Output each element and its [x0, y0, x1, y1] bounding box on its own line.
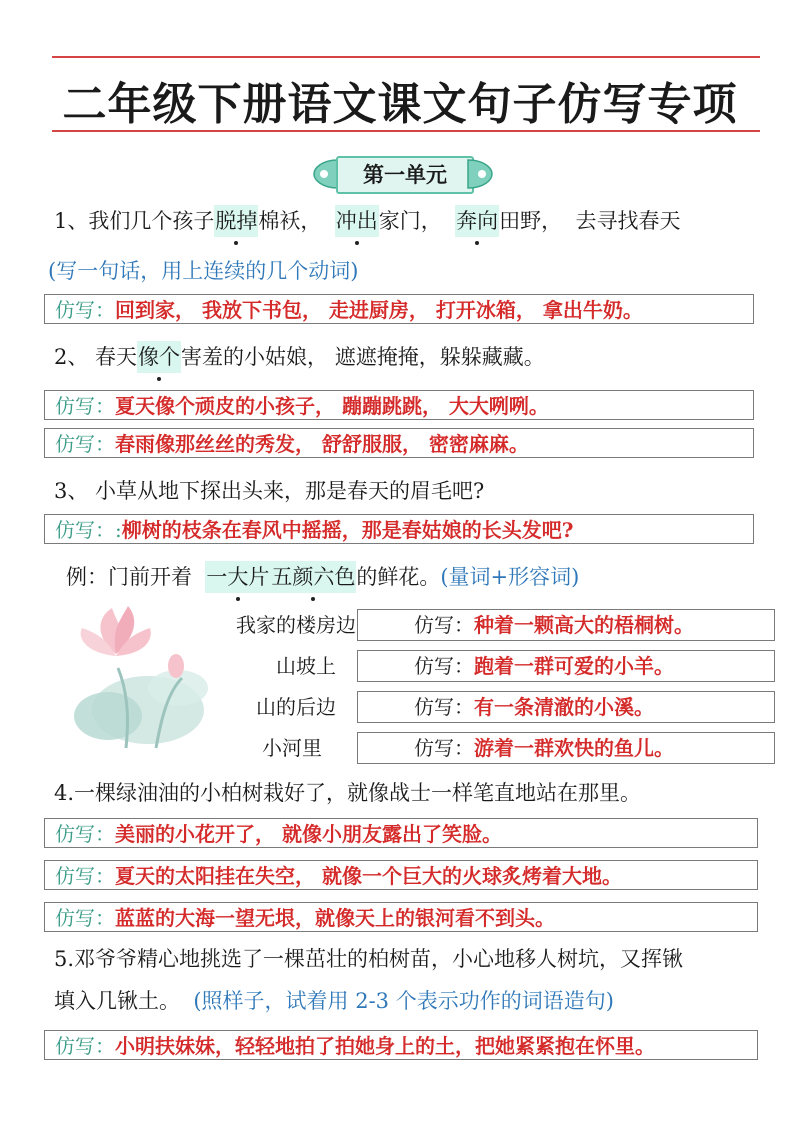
q3-answer-box: 仿写：:柳树的枝条在春风中摇摇，那是春姑娘的长头发吧?	[44, 514, 754, 544]
lotus-flower-icon	[56, 598, 216, 758]
q4-sentence: 4.一棵绿油油的小柏树栽好了，就像战士一样笔直地站在那里。	[54, 781, 642, 805]
top-rule	[52, 56, 760, 58]
q5-sentence-line1: 5.邓爷爷精心地挑选了一棵茁壮的柏树苗，小心地移人树坑，又挥锹	[54, 947, 684, 971]
q4-answer-box-2: 仿写：夏天的太阳挂在失空， 就像一个巨大的火球炙烤着大地。	[44, 860, 758, 890]
verb-highlight: 奔向	[455, 205, 499, 237]
example-answer-box: 仿写：有一条清澈的小溪。	[357, 691, 775, 723]
unit-label: 第一单元	[336, 156, 474, 194]
q3-sentence: 3、 小草从地下探出头来，那是春天的眉毛吧?	[54, 479, 485, 503]
q5-sentence-line2: 填入几锹土。 (照样子，试着用 2-3 个表示功作的词语造句)	[54, 989, 614, 1013]
place-label: 山坡上	[276, 654, 336, 678]
bottom-rule	[52, 130, 760, 132]
q5-answer-box: 仿写：小明扶妹妹，轻轻地拍了拍她身上的土，把她紧紧抱在怀里。	[44, 1030, 758, 1060]
q1-answer-box: 仿写：回到家， 我放下书包， 走进厨房， 打开冰箱， 拿出牛奶。	[44, 294, 754, 324]
example-answer-box: 仿写：跑着一群可爱的小羊。	[357, 650, 775, 682]
example-answer-box: 仿写：游着一群欢快的鱼儿。	[357, 732, 775, 764]
place-label: 我家的楼房边	[236, 613, 356, 637]
unit-banner	[310, 152, 496, 196]
q2-sentence: 2、 春天像个害羞的小姑娘， 遮遮掩掩，躲躲藏藏。	[54, 342, 545, 372]
q4-answer-box-1: 仿写：美丽的小花开了， 就像小朋友露出了笑脸。	[44, 818, 758, 848]
verb-highlight: 冲出	[335, 205, 379, 237]
page-title: 二年级下册语文课文句子仿写专项	[62, 79, 738, 130]
q4-answer-box-3: 仿写：蓝蓝的大海一望无垠，就像天上的银河看不到头。	[44, 902, 758, 932]
q2-answer-box-2: 仿写：春雨像那丝丝的秀发， 舒舒服服， 密密麻麻。	[44, 428, 754, 458]
verb-highlight: 脱掉	[214, 205, 258, 237]
q1-hint: (写一句话，用上连续的几个动词)	[48, 259, 359, 283]
measure-word-highlight: 一大片	[205, 561, 270, 593]
example-answer-box: 仿写：种着一颗高大的梧桐树。	[357, 609, 775, 641]
adjective-highlight: 五颜六色	[270, 561, 356, 593]
place-label: 小河里	[262, 736, 322, 760]
example-sentence: 例：门前开着 一大片五颜六色的鲜花。(量词+形容词)	[66, 562, 579, 592]
word-highlight: 像个	[137, 341, 181, 373]
q1-sentence: 1、我们几个孩子脱掉棉袄， 冲出家门， 奔向田野， 去寻找春天	[54, 206, 680, 236]
place-label: 山的后边	[256, 695, 336, 719]
q2-answer-box-1: 仿写：夏天像个顽皮的小孩子， 蹦蹦跳跳， 大大咧咧。	[44, 390, 754, 420]
banner-right-ornament-icon	[466, 154, 496, 194]
